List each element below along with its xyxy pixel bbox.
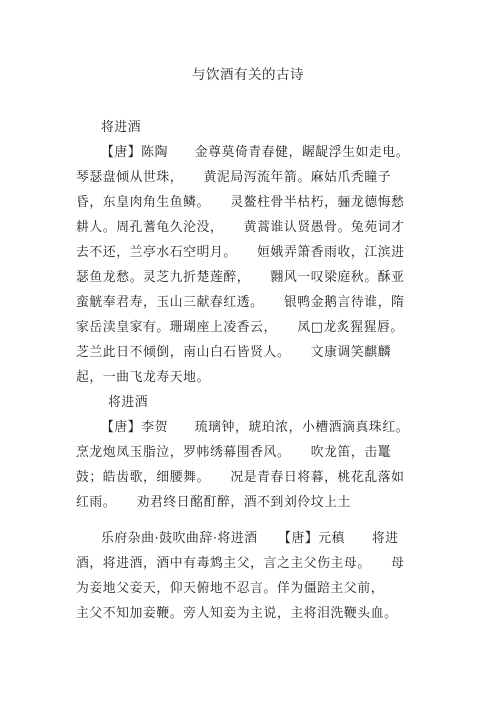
poem1-heading: 将进酒 xyxy=(101,120,142,135)
poem2-line: 红雨。 劝君终日酩酊醉，酒不到刘伶坟上土 xyxy=(76,495,351,510)
poem3-line: 主父不知加妾鞭。旁人知妾为主说，主将泪洗鞭头血。 xyxy=(76,606,398,621)
poem1-line: 蛮觥奉君寿，玉山三献春红透。 银鸭金鹅言待谁，隋 xyxy=(76,295,405,310)
poem1-line: 芝兰此日不倾倒，南山白石皆贤人。 文康调笑麒麟 xyxy=(76,345,392,360)
poem2-line: 烹龙炮凤玉脂泣，罗帏绣幕围香风。 吹龙笛，击鼍 xyxy=(76,445,392,460)
poem1-line: 起，一曲飞龙寿天地。 xyxy=(76,370,210,385)
poem1-line: 去不还，兰亭水石空明月。 姮娥弄箫香雨收，江滨进 xyxy=(76,245,405,260)
poem1-line: 琴瑟盘倾从世珠， 黄泥局泻流年箭。麻姑爪秃瞳子 xyxy=(76,170,392,185)
poem3-line: 酒，将进酒，酒中有毒鸩主父，言之主父伤主母。 母 xyxy=(76,556,405,571)
poem1-line: 瑟鱼龙愁。灵芝九折楚莲醉， 翾风一叹梁庭秋。酥亚 xyxy=(76,270,405,285)
poem1-line: 耕人。周孔蓍龟久沦没， 黄蒿谁认贤愚骨。兔苑词才 xyxy=(76,220,405,235)
poem3-line: 为妾地父妾天，仰天俯地不忍言。佯为僵踣主父前， xyxy=(76,581,385,596)
poem1-line: 昏，东皇肉角生鱼鳞。 灵鳌柱骨半枯朽，骊龙德悔愁 xyxy=(76,195,405,210)
poem1-line: 【唐】陈陶 金尊莫倚青春健，龌龊浮生如走电。 xyxy=(101,145,410,160)
document-title: 与饮酒有关的古诗 xyxy=(192,67,304,83)
poem2-line: 【唐】李贺 琉璃钟，琥珀浓，小槽酒滴真珠红。 xyxy=(101,420,410,435)
poem3-line: 乐府杂曲·鼓吹曲辞·将进酒 【唐】元稹 将进 xyxy=(101,531,399,546)
poem2-line: 鼓；皓齿歌，细腰舞。 况是青春日将暮，桃花乱落如 xyxy=(76,470,405,485)
poem1-line: 家岳渎皇家有。珊瑚座上凌香云， 凤□龙炙猩猩唇。 xyxy=(76,320,404,335)
poem2-heading: 将进酒 xyxy=(108,395,149,410)
